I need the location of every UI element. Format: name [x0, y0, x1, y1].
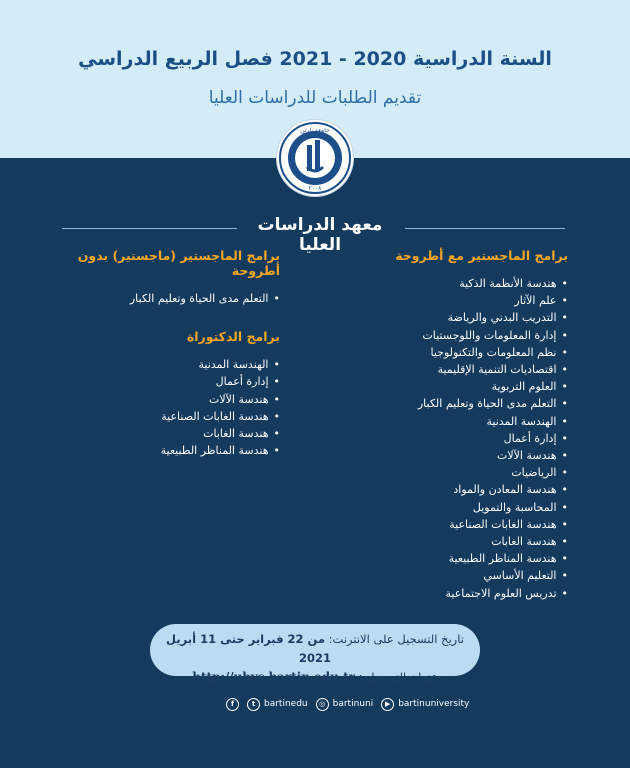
- doctorate-list: [60, 356, 280, 459]
- program-item: • المحاسبة والتمويل: [328, 499, 568, 516]
- facebook-icon[interactable]: f: [226, 698, 239, 711]
- divider-left: [62, 228, 237, 229]
- social-handle-2[interactable]: bartinuni: [332, 699, 374, 709]
- section-title: معهد الدراسات العليا: [257, 215, 383, 255]
- non-thesis-list: [60, 290, 280, 307]
- youtube-icon[interactable]: ▶: [381, 698, 394, 711]
- program-item: • هندسة الغابات: [328, 533, 568, 550]
- program-item: • إدارة أعمال: [328, 430, 568, 447]
- instagram-icon[interactable]: ◎: [316, 698, 329, 711]
- program-item: • هندسة الآلات: [60, 391, 280, 408]
- program-item: • هندسة المناظر الطبيعية: [60, 442, 280, 459]
- social-handle-3[interactable]: bartinuniversity: [398, 699, 470, 709]
- registration-date-label: تاريخ التسجيل على الانترنت:: [328, 632, 464, 646]
- registration-url[interactable]: http://ubys.bartin.edu.tr: [192, 670, 355, 684]
- registration-box: [150, 624, 480, 684]
- program-item: • إدارة أعمال: [60, 373, 280, 390]
- program-item: • هندسة الغابات: [60, 425, 280, 442]
- registration-date: من 22 فبراير حتى 11 أبريل 2021: [166, 632, 331, 665]
- program-item: • هندسة الغابات الصناعية: [328, 516, 568, 533]
- logo-top-text: جامعة بارتن: [300, 127, 330, 134]
- program-item: • التدريب البدني والرياضة: [328, 309, 568, 326]
- program-item: • الرياضيات: [328, 464, 568, 481]
- thesis-masters-heading: برامج الماجستير مع أطروحة: [395, 248, 568, 263]
- thesis-masters-list: [328, 275, 568, 602]
- page-title: السنة الدراسية 2020 - 2021 فصل الربيع الدراسي: [78, 48, 552, 70]
- program-item: • العلوم التربوية: [328, 378, 568, 395]
- program-item: • اقتصاديات التنمية الإقليمية: [328, 361, 568, 378]
- thesis-masters-column: [328, 248, 568, 602]
- program-item: • هندسة الآلات: [328, 447, 568, 464]
- program-item: • إدارة المعلومات واللوجستيات: [328, 327, 568, 344]
- twitter-icon[interactable]: t: [247, 698, 260, 711]
- program-item: • الهندسة المدنية: [60, 356, 280, 373]
- program-item: • هندسة الأنظمة الذكية: [328, 275, 568, 292]
- program-item: • الهندسة المدنية: [328, 413, 568, 430]
- divider-right: [405, 228, 565, 229]
- program-item: • علم الآثار: [328, 292, 568, 309]
- social-handle-1[interactable]: bartinedu: [264, 699, 308, 709]
- university-logo: [277, 120, 353, 196]
- social-links: [222, 695, 469, 713]
- registration-address-label: عنوان التسجيل :: [358, 670, 438, 684]
- program-item: • هندسة المناظر الطبيعية: [328, 550, 568, 567]
- program-item: • هندسة الغابات الصناعية: [60, 408, 280, 425]
- program-item: • التعلم مدى الحياة وتعليم الكبار: [60, 290, 280, 307]
- non-thesis-heading: برامج الماجستير (ماجستير) بدون أطروحة: [77, 248, 280, 278]
- program-item: • هندسة المعادن والمواد: [328, 481, 568, 498]
- page-subtitle: تقديم الطلبات للدراسات العليا: [208, 88, 422, 108]
- logo-year: ٢٠٠٨: [308, 185, 322, 192]
- program-item: • التعليم الأساسي: [328, 567, 568, 584]
- left-column: [60, 248, 280, 459]
- program-item: • تدريس العلوم الاجتماعية: [328, 585, 568, 602]
- program-item: • التعلم مدى الحياة وتعليم الكبار: [328, 395, 568, 412]
- doctorate-heading: برامج الدكتوراة: [186, 329, 280, 345]
- program-item: • نظم المعلومات والتكنولوجيا: [328, 344, 568, 361]
